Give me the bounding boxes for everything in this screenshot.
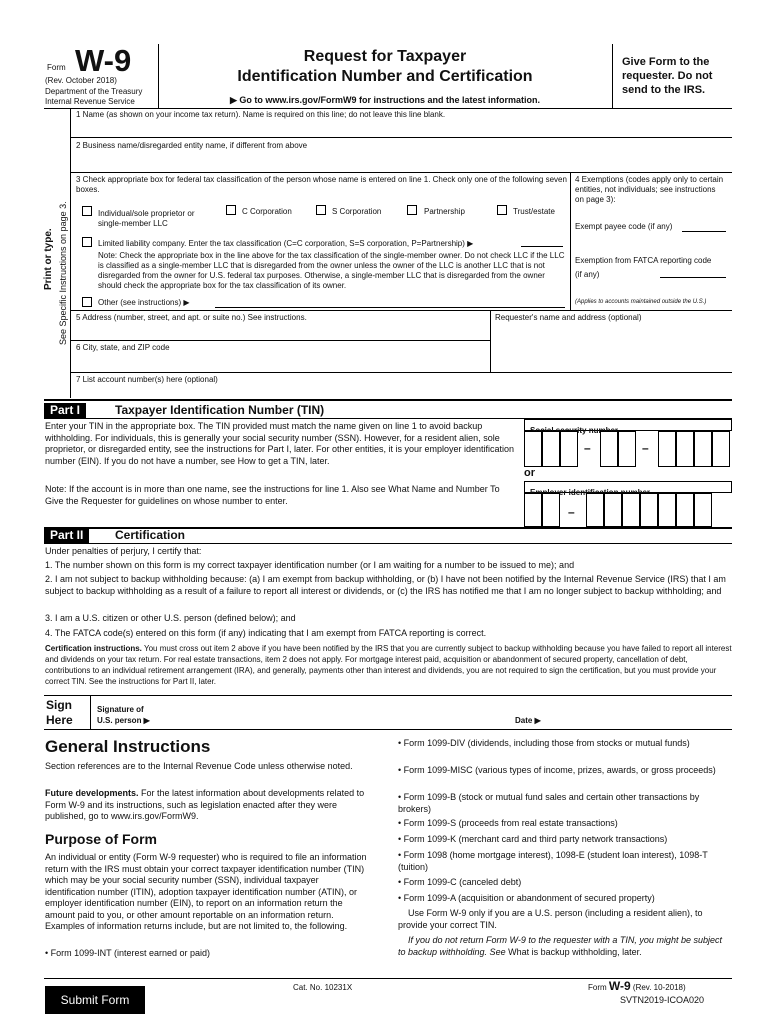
footer-form-id: Form W-9 (Rev. 10-2018) xyxy=(588,979,686,993)
cert-item-3: 3. I am a U.S. citizen or other U.S. person (defined below); and xyxy=(45,613,296,623)
ssn-header xyxy=(524,419,732,431)
bullet-1099-s: • Form 1099-S (proceeds from real estate transactions) xyxy=(398,818,618,828)
llc-checkbox[interactable] xyxy=(82,237,92,247)
ein-header xyxy=(524,481,732,493)
bullet-1099-div: • Form 1099-DIV (dividends, including those from stocks or mutual funds) xyxy=(398,738,690,748)
ein-input[interactable]: – xyxy=(524,493,732,527)
here-label: Here xyxy=(46,713,73,727)
line4-label: 4 Exemptions (codes apply only to certain entities, not individuals; see instructions on page 3): xyxy=(575,175,724,204)
business-name-input[interactable] xyxy=(72,152,732,168)
use-form-note: Use Form W-9 only if you are a U.S. person (including a resident alien), to provide your correct TIN. xyxy=(398,908,703,930)
account-numbers-input[interactable] xyxy=(72,385,732,397)
line7-label: 7 List account number(s) here (optional) xyxy=(76,375,218,384)
catalog-number: Cat. No. 10231X xyxy=(293,983,353,992)
backup-withholding-note: If you do not return Form W-9 to the requester with a TIN, you might be subject to backup withholding. See What is backup withholding, later. xyxy=(398,935,722,957)
city-state-zip-input[interactable] xyxy=(72,353,488,369)
part1-label: Part I xyxy=(44,403,86,418)
date-label: Date ▶ xyxy=(515,716,541,725)
part2-label: Part II xyxy=(44,528,89,543)
address-input[interactable] xyxy=(72,323,488,337)
line1-label: 1 Name (as shown on your income tax return). Name is required on this line; do not leave this line blank. xyxy=(76,110,446,119)
line6-label: 6 City, state, and ZIP code xyxy=(76,343,170,352)
trust-label: Trust/estate xyxy=(513,207,555,216)
name-input[interactable] xyxy=(72,120,732,136)
bullet-1099-int: • Form 1099-INT (interest earned or paid) xyxy=(45,948,211,958)
form-name: W-9 xyxy=(75,43,132,78)
bullet-1099-b: • Form 1099-B (stock or mutual fund sales and certain other transactions by brokers) xyxy=(398,792,700,814)
instructions-link: ▶ Go to www.irs.gov/FormW9 for instructions and the latest information. xyxy=(229,95,541,105)
llc-label: Limited liability company. Enter the tax classification (C=C corporation, S=S corporation, P=Partnership) ▶ xyxy=(98,239,474,248)
s-corp-checkbox[interactable] xyxy=(316,205,326,215)
part1-text: Enter your TIN in the appropriate box. The TIN provided must match the name given on line 1 to avoid backup withholding. For individuals, this is generally your social security number (SSN). However, for a resident alien, sole proprietor, or disregarded entity, see the instructions for Part I, later. For other entities, it is your employer identification number (EIN). If you do not have a number, see How to get a TIN, later. xyxy=(45,421,515,466)
form-revision: (Rev. October 2018) xyxy=(45,76,117,85)
sign-label: Sign xyxy=(46,698,72,712)
line3-label: 3 Check appropriate box for federal tax classification of the person whose name is entered on line 1. Check only one of the following seven boxes. xyxy=(76,175,567,194)
other-input[interactable] xyxy=(215,298,565,308)
exempt-payee-label: Exempt payee code (if any) xyxy=(575,222,673,231)
ssn-input[interactable]: – – xyxy=(524,431,732,467)
irs-label: Internal Revenue Service xyxy=(45,97,135,106)
partnership-label: Partnership xyxy=(424,207,465,216)
or-label: or xyxy=(524,467,535,479)
bullet-1099-a: • Form 1099-A (acquisition or abandonment of secured property) xyxy=(398,893,655,903)
llc-classification-input[interactable] xyxy=(521,237,563,247)
fatca-applies-note: (Applies to accounts maintained outside the U.S.) xyxy=(575,299,707,305)
llc-note: Note: Check the appropriate box in the line above for the tax classification of the single-member owner. Do not check LLC if the LLC is classified as a single-member LLC that is disregarded from the owner unless the owner of the LLC is another LLC that is not disregarded from the owner for U.S. federal tax purposes. Otherwise, a single-member LLC that is disregarded from the owner should check the appropriate box for the tax classification of its owner. xyxy=(98,251,565,290)
purpose-text: An individual or entity (Form W-9 requester) who is required to file an information return with the IRS must obtain your correct taxpayer identification number (TIN) which may be your social security number (SSN), individual taxpayer identification number (ITIN), adoption taxpayer identification number (ATIN), or employer identification number (EIN), to report on an information return the amount paid to you, or other amount reportable on an information return. Examples of information returns include, but are not limited to, the following. xyxy=(45,852,367,931)
cert-item-2: 2. I am not subject to backup withholding because: (a) I am exempt from backup withholding, or (b) I have not been notified by the Internal Revenue Service (IRS) that I am subject to backup withholding as a result of a failure to report all interest or dividends, or (c) the IRS has notified me that I am no longer subject to backup withholding; and xyxy=(45,574,726,596)
section-references: Section references are to the Internal Revenue Code unless otherwise noted. xyxy=(45,761,353,771)
footer-code: SVTN2019-ICOA020 xyxy=(620,995,705,1005)
cert-item-4: 4. The FATCA code(s) entered on this form (if any) indicating that I am exempt from FATCA reporting is correct. xyxy=(45,628,487,638)
side-see-instructions: See Specific Instructions on page 3. xyxy=(58,201,68,345)
side-print-or-type: Print or type. xyxy=(43,228,54,290)
submit-form-button[interactable]: Submit Form xyxy=(45,986,145,1014)
other-label: Other (see instructions) ▶ xyxy=(98,298,190,307)
individual-checkbox[interactable] xyxy=(82,206,92,216)
form-title-line1: Request for Taxpayer xyxy=(303,48,467,65)
signature-field[interactable] xyxy=(165,700,505,726)
part1-note: Note: If the account is in more than one name, see the instructions for line 1. Also see What Name and Number To Give the Requester for guidelines on whose number to enter. xyxy=(45,484,500,506)
form-prefix: Form xyxy=(47,63,66,72)
form-title-line2: Identification Number and Certification xyxy=(237,68,533,85)
give-form-note: Give Form to the requester. Do not send to the IRS. xyxy=(622,56,713,96)
date-field[interactable] xyxy=(550,700,730,726)
part1-title: Taxpayer Identification Number (TIN) xyxy=(115,403,325,417)
bullet-1098: • Form 1098 (home mortgage interest), 1098-E (student loan interest), 1098-T (tuition) xyxy=(398,850,708,872)
bullet-1099-c: • Form 1099-C (canceled debt) xyxy=(398,877,522,887)
general-instructions-title: General Instructions xyxy=(45,737,211,756)
line2-label: 2 Business name/disregarded entity name, if different from above xyxy=(76,141,308,150)
other-checkbox[interactable] xyxy=(82,297,92,307)
part2-title: Certification xyxy=(115,528,186,542)
perjury-intro: Under penalties of perjury, I certify that: xyxy=(45,546,202,556)
exempt-payee-input[interactable] xyxy=(682,222,726,232)
signature-label-2: U.S. person ▶ xyxy=(97,716,150,725)
cert-item-1: 1. The number shown on this form is my correct taxpayer identification number (or I am waiting for a number to be issued to me); and xyxy=(45,560,575,570)
signature-label-1: Signature of xyxy=(97,705,144,714)
requester-label: Requester's name and address (optional) xyxy=(495,313,642,322)
line5-label: 5 Address (number, street, and apt. or suite no.) See instructions. xyxy=(76,313,307,322)
fatca-input[interactable] xyxy=(660,268,726,278)
partnership-checkbox[interactable] xyxy=(407,205,417,215)
fatca-label: Exemption from FATCA reporting code (if any) xyxy=(575,256,712,279)
bullet-1099-k: • Form 1099-K (merchant card and third party network transactions) xyxy=(398,834,668,844)
trust-checkbox[interactable] xyxy=(497,205,507,215)
s-corp-label: S Corporation xyxy=(332,207,382,216)
cert-instructions: Certification instructions. You must cross out item 2 above if you have been notified by the IRS that you are currently subject to backup withholding because you have failed to report all interest and dividends on your tax return. For real estate transactions, item 2 does not apply. For mortgage interest paid, acquisition or abandonment of secured property, cancellation of debt, contributions to an individual retirement arrangement (IRA), and generally, payments other than interest and dividends, you are not required to sign the certification, but you must provide your correct TIN. See the instructions for Part II, later. xyxy=(45,644,732,686)
department: Department of the Treasury xyxy=(45,87,143,96)
c-corp-label: C Corporation xyxy=(242,207,292,216)
c-corp-checkbox[interactable] xyxy=(226,205,236,215)
bullet-1099-misc: • Form 1099-MISC (various types of income, prizes, awards, or gross proceeds) xyxy=(398,765,716,775)
individual-label: Individual/sole proprietor or single-member LLC xyxy=(98,209,195,228)
future-developments: Future developments. For the latest information about developments related to Form W-9 and its instructions, such as legislation enacted after they were published, go to www.irs.gov/FormW9. xyxy=(45,788,365,821)
purpose-title: Purpose of Form xyxy=(45,831,158,847)
